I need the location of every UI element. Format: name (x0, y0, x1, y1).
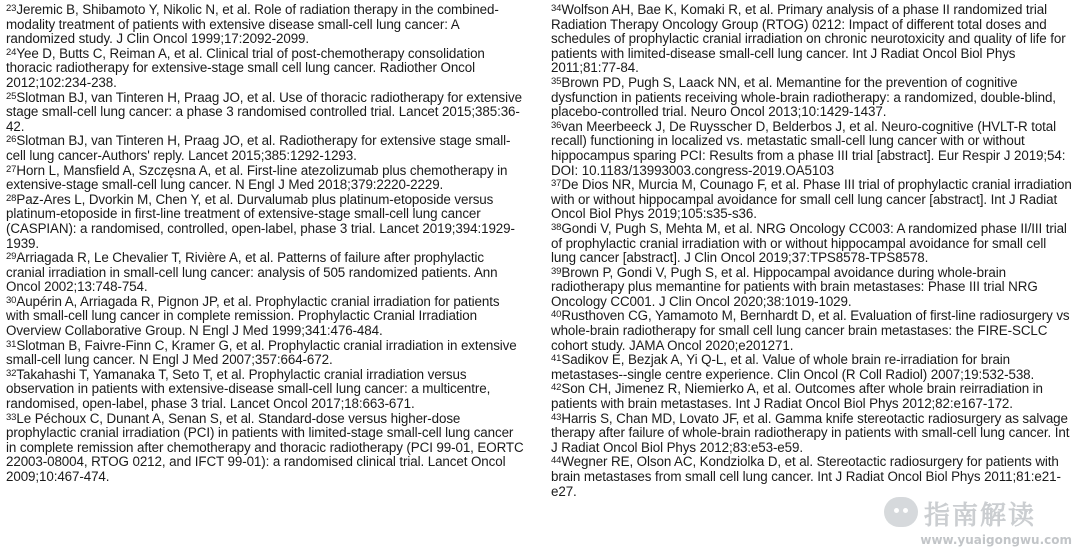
reference-entry (6, 134, 526, 163)
reference-text: Brown PD, Pugh S, Laack NN, et al. Memantine for the prevention of cognitive dysfunction in patients receiving whole-brain radiotherapy: a randomized, double-blind, placebo-controlled trial. Neuro Oncol 2013;10:1429-1437. (551, 74, 1056, 120)
watermark-title: 指南解读 (924, 501, 1037, 531)
reference-entry (551, 76, 1073, 120)
reference-text: Rusthoven CG, Yamamoto M, Bernhardt D, et al. Evaluation of first-line radiosurgery vs whole-brain radiotherapy for small cell lung cancer brain metastases: the FIRE-SCLC cohort study. JAMA Oncol 2020;e201271. (551, 308, 1070, 353)
reference-number: 43 (551, 411, 562, 423)
reference-text: Son CH, Jimenez R, Niemierko A, et al. Outcomes after whole brain reirradiation in patients with brain metastases. Int J Radiat Oncol Biol Phys 2012;82:e167-172. (551, 381, 1043, 412)
reference-entry (551, 3, 1073, 76)
reference-entry (6, 91, 526, 135)
wechat-icon (884, 497, 918, 527)
reference-number: 31 (6, 338, 17, 350)
reference-text: van Meerbeeck J, De Ruysscher D, Belderbos J, et al. Neuro-cognitive (HVLT-R total recall) functioning in localized vs. metastatic small-cell lung cancer with or without hippocampus sparing PCI: Results from a phase III trial [abstract]. Eur Respir J 2019;54: DOI: 10.1183/13993003.congress-2019.OA5103 (551, 118, 1066, 178)
reference-entry (6, 251, 526, 295)
reference-entry (551, 222, 1073, 266)
reference-text: Arriagada R, Le Chevalier T, Rivière A, et al. Patterns of failure after prophylactic cranial irradiation in small-cell lung cancer: analysis of 505 randomized patients. Ann Oncol 2002;13:748-754. (6, 250, 498, 295)
reference-entry (551, 266, 1073, 310)
reference-text: Takahashi T, Yamanaka T, Seto T, et al. Prophylactic cranial irradiation versus observation in patients with extensive-disease small-cell lung cancer: a multicentre, randomised, open-label, phase 3 trial. Lancet Oncol 2017;18:663-671. (6, 366, 491, 412)
reference-number: 25 (6, 90, 17, 102)
reference-text: De Dios NR, Murcia M, Counago F, et al. Phase III trial of prophylactic cranial irradiation with or without hippocampal avoidance for small cell lung cancer [abstract]. Int J Radiat Oncol Biol Phys 2019;105:s35-s36. (551, 177, 1072, 222)
reference-number: 44 (551, 455, 562, 467)
reference-number: 32 (6, 367, 17, 379)
reference-entry (6, 3, 526, 47)
reference-number: 30 (6, 294, 17, 306)
reference-number: 40 (551, 309, 562, 321)
reference-number: 28 (6, 192, 17, 204)
reference-entry (6, 47, 526, 91)
reference-text: Gondi V, Pugh S, Mehta M, et al. NRG Oncology CC003: A randomized phase II/III trial of prophylactic cranial irradiation with or without hippocampal avoidance for small cell lung cancer [abstract]. J Clin Oncol 2019;37:TPS8578-TPS8578. (551, 220, 1067, 266)
reference-number: 36 (551, 119, 562, 131)
reference-number: 37 (551, 178, 562, 190)
reference-number: 26 (6, 134, 17, 146)
reference-number: 27 (6, 163, 17, 175)
reference-entry (551, 382, 1073, 411)
reference-text: Jeremic B, Shibamoto Y, Nikolic N, et al. Role of radiation therapy in the combined-modality treatment of patients with extensive disease small-cell lung cancer: A randomized study. J Clin Oncol 1999;17:2092-2099. (6, 2, 499, 47)
reference-number: 33 (6, 411, 17, 423)
reference-entry (551, 412, 1073, 456)
reference-number: 34 (551, 3, 562, 14)
reference-number: 35 (551, 75, 562, 87)
reference-entry (6, 339, 526, 368)
reference-entry (551, 309, 1073, 353)
reference-column-left (6, 3, 526, 485)
reference-text: Yee D, Butts C, Reiman A, et al. Clinical trial of post-chemotherapy consolidation thoracic radiotherapy for extensive-stage small cell lung cancer. Radiother Oncol 2012;102:234-238. (6, 45, 485, 90)
reference-number: 38 (551, 221, 562, 233)
reference-entry (551, 353, 1073, 382)
reference-entry (551, 120, 1073, 178)
reference-entry (551, 178, 1073, 222)
reference-text: Slotman B, Faivre-Finn C, Kramer G, et al. Prophylactic cranial irradiation in extensive small-cell lung cancer. N Engl J Med 2007;357:664-672. (6, 337, 517, 368)
reference-number: 41 (551, 353, 562, 365)
reference-entry (6, 295, 526, 339)
reference-text: Wolfson AH, Bae K, Komaki R, et al. Primary analysis of a phase II randomized trial Radiation Therapy Oncology Group (RTOG) 0212: Impact of different total doses and schedules of prophylactic cranial irradiation on chronic neurotoxicity and quality of life for patients with limited-disease small-cell lung cancer. Int J Radiat Oncol Biol Phys 2011;81:77-84. (551, 2, 1066, 76)
reference-number: 23 (6, 3, 17, 14)
reference-text: Slotman BJ, van Tinteren H, Praag JO, et al. Radiotherapy for extensive stage small-cell lung cancer-Authors' reply. Lancet 2015;385:1292-1293. (6, 133, 511, 163)
watermark-url: www.yuaigongwu.com (920, 533, 1072, 547)
reference-column-right (551, 3, 1073, 499)
reference-text: Sadikov E, Bezjak A, Yi Q-L, et al. Value of whole brain re-irradiation for brain metastases--single centre experience. Clin Oncol (R Coll Radiol) 2007;19:532-538. (551, 352, 1035, 382)
reference-text: Wegner RE, Olson AC, Kondziolka D, et al. Stereotactic radiosurgery for patients with brain metastases from small cell lung cancer. Int J Radiat Oncol Biol Phys 2011;81:e21-e27. (551, 454, 1061, 499)
reference-entry (6, 368, 526, 412)
reference-text: Brown P, Gondi V, Pugh S, et al. Hippocampal avoidance during whole-brain radiotherapy plus memantine for patients with brain metastases: Phase III trial NRG Oncology CC001. J Clin Oncol 2020;38:1019-1029. (551, 264, 1038, 309)
reference-entry (6, 164, 526, 193)
reference-entry (6, 193, 526, 251)
reference-number: 29 (6, 251, 17, 263)
reference-text: Paz-Ares L, Dvorkin M, Chen Y, et al. Durvalumab plus platinum-etoposide versus platinum-etoposide in first-line treatment of extensive-stage small-cell lung cancer (CASPIAN): a randomised, controlled, open-label, phase 3 trial. Lancet 2019;394:1929-1939. (6, 191, 515, 251)
reference-text: Aupérin A, Arriagada R, Pignon JP, et al. Prophylactic cranial irradiation for patients with small-cell lung cancer in complete remission. Prophylactic Cranial Irradiation Overview Collaborative Group. N Engl J Med 1999;341:476-484. (6, 293, 500, 339)
reference-number: 42 (551, 382, 562, 394)
reference-entry (6, 412, 526, 485)
reference-number: 24 (6, 46, 17, 58)
reference-number: 39 (551, 265, 562, 277)
reference-text: Horn L, Mansfield A, Szczęsna A, et al. First-line atezolizumab plus chemotherapy in extensive-stage small-cell lung cancer. N Engl J Med 2018;379:2220-2229. (6, 162, 508, 193)
reference-text: Le Péchoux C, Dunant A, Senan S, et al. Standard-dose versus higher-dose prophylactic cranial irradiation (PCI) in patients with limited-stage small-cell lung cancer in complete remission after chemotherapy and thoracic radiotherapy (PCI 99-01, EORTC 22003-08004, RTOG 0212, and IFCT 99-01): a randomised clinical trial. Lancet Oncol 2009;10:467-474. (6, 410, 524, 484)
reference-text: Slotman BJ, van Tinteren H, Praag JO, et al. Use of thoracic radiotherapy for extensive stage small-cell lung cancer: a phase 3 randomised controlled trial. Lancet 2015;385:36-42. (6, 89, 522, 134)
reference-entry (551, 455, 1073, 499)
watermark (884, 495, 1074, 553)
reference-text: Harris S, Chan MD, Lovato JF, et al. Gamma knife stereotactic radiosurgery as salvage therapy after failure of whole-brain radiotherapy in patients with small-cell lung cancer. Int J Radiat Oncol Biol Phys 2012;83:e53-e59. (551, 410, 1070, 455)
